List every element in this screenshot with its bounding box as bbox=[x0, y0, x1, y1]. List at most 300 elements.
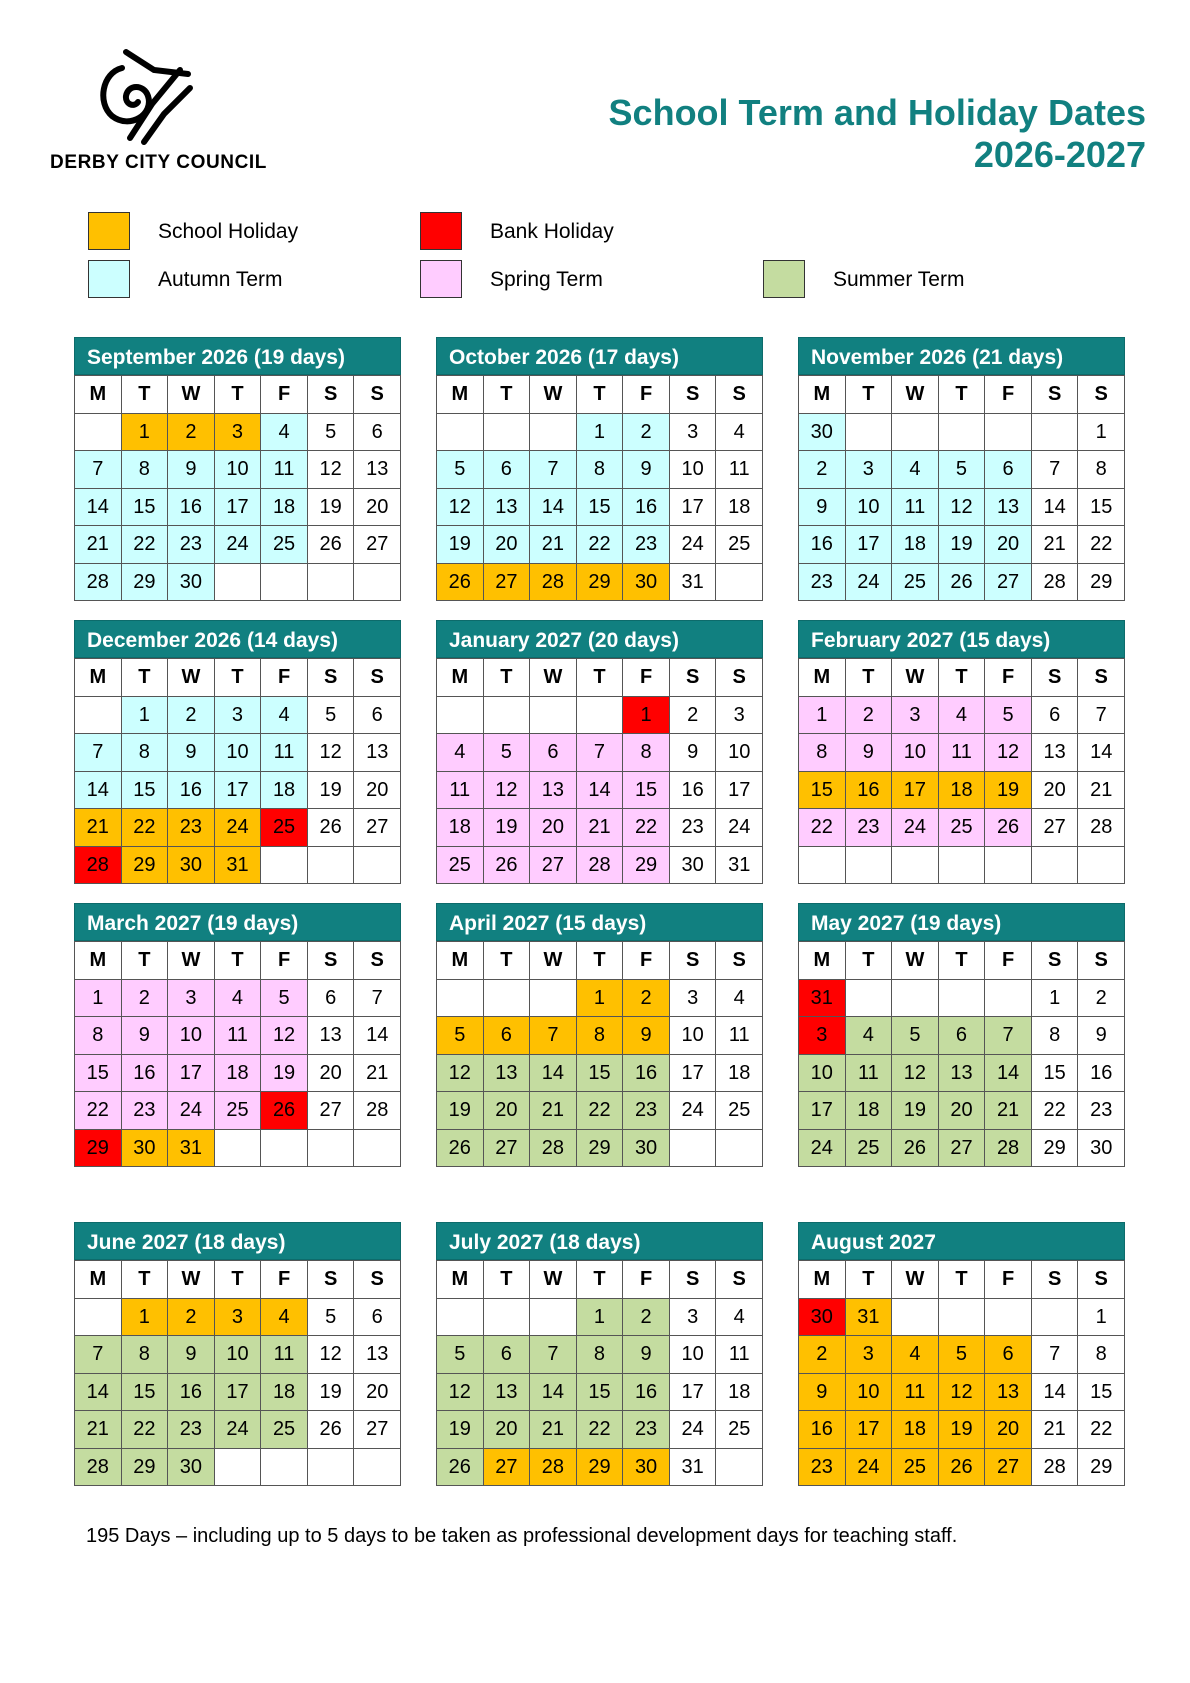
council-logo bbox=[50, 48, 270, 178]
weekday-header: S bbox=[308, 942, 355, 980]
day-cell: 11 bbox=[846, 1055, 893, 1093]
day-cell: 9 bbox=[623, 1336, 670, 1374]
day-cell: 13 bbox=[308, 1017, 355, 1055]
day-cell: 23 bbox=[168, 526, 215, 564]
empty-day-cell bbox=[484, 980, 531, 1018]
day-cell: 15 bbox=[577, 1055, 624, 1093]
empty-day-cell bbox=[75, 1299, 122, 1337]
day-cell: 2 bbox=[168, 697, 215, 735]
month-title: July 2027 (18 days) bbox=[436, 1222, 763, 1260]
day-cell: 29 bbox=[122, 564, 169, 602]
day-cell: 3 bbox=[799, 1017, 846, 1055]
day-cell: 12 bbox=[892, 1055, 939, 1093]
day-cell: 21 bbox=[577, 809, 624, 847]
day-cell: 20 bbox=[1032, 772, 1079, 810]
day-cell: 31 bbox=[799, 980, 846, 1018]
day-cell: 26 bbox=[261, 1092, 308, 1130]
day-cell: 22 bbox=[577, 1411, 624, 1449]
day-cell: 24 bbox=[670, 1092, 717, 1130]
legend-label: Spring Term bbox=[490, 268, 603, 291]
day-cell: 4 bbox=[716, 414, 763, 452]
day-cell: 7 bbox=[75, 451, 122, 489]
weekday-header: W bbox=[530, 659, 577, 697]
day-cell: 5 bbox=[892, 1017, 939, 1055]
day-cell: 10 bbox=[670, 451, 717, 489]
day-cell: 9 bbox=[168, 451, 215, 489]
day-cell: 13 bbox=[354, 734, 401, 772]
day-cell: 31 bbox=[168, 1130, 215, 1168]
day-cell: 1 bbox=[1078, 1299, 1125, 1337]
day-cell: 26 bbox=[308, 1411, 355, 1449]
day-cell: 15 bbox=[75, 1055, 122, 1093]
day-cell: 17 bbox=[215, 772, 262, 810]
day-cell: 3 bbox=[215, 1299, 262, 1337]
weekday-header: W bbox=[892, 1261, 939, 1299]
weekday-header: S bbox=[670, 942, 717, 980]
month-calendar bbox=[436, 903, 763, 1167]
day-cell: 10 bbox=[799, 1055, 846, 1093]
day-cell: 27 bbox=[308, 1092, 355, 1130]
weekday-header: F bbox=[985, 1261, 1032, 1299]
empty-day-cell bbox=[308, 1449, 355, 1487]
legend-label: Bank Holiday bbox=[490, 220, 614, 243]
weekday-header: T bbox=[122, 1261, 169, 1299]
day-cell: 9 bbox=[1078, 1017, 1125, 1055]
day-cell: 13 bbox=[484, 1374, 531, 1412]
day-cell: 4 bbox=[939, 697, 986, 735]
day-cell: 8 bbox=[577, 451, 624, 489]
empty-day-cell bbox=[892, 847, 939, 885]
day-cell: 30 bbox=[623, 564, 670, 602]
day-cell: 28 bbox=[530, 564, 577, 602]
weekday-header: W bbox=[892, 659, 939, 697]
day-cell: 9 bbox=[623, 1017, 670, 1055]
empty-day-cell bbox=[939, 980, 986, 1018]
day-cell: 14 bbox=[1078, 734, 1125, 772]
empty-day-cell bbox=[846, 414, 893, 452]
day-cell: 27 bbox=[484, 564, 531, 602]
weekday-header: S bbox=[354, 376, 401, 414]
weekday-header: S bbox=[1032, 376, 1079, 414]
day-cell: 22 bbox=[122, 526, 169, 564]
day-cell: 6 bbox=[484, 451, 531, 489]
day-cell: 7 bbox=[1032, 451, 1079, 489]
month-days-grid bbox=[798, 1260, 1125, 1486]
month-calendar bbox=[798, 337, 1125, 601]
empty-day-cell bbox=[354, 847, 401, 885]
day-cell: 7 bbox=[75, 734, 122, 772]
weekday-header: W bbox=[168, 1261, 215, 1299]
day-cell: 18 bbox=[437, 809, 484, 847]
day-cell: 7 bbox=[577, 734, 624, 772]
day-cell: 7 bbox=[354, 980, 401, 1018]
ram-logo-icon bbox=[92, 48, 202, 148]
day-cell: 11 bbox=[261, 451, 308, 489]
day-cell: 10 bbox=[215, 1336, 262, 1374]
day-cell: 30 bbox=[1078, 1130, 1125, 1168]
empty-day-cell bbox=[892, 414, 939, 452]
day-cell: 21 bbox=[530, 526, 577, 564]
day-cell: 25 bbox=[939, 809, 986, 847]
day-cell: 11 bbox=[716, 1017, 763, 1055]
day-cell: 28 bbox=[354, 1092, 401, 1130]
weekday-header: M bbox=[437, 659, 484, 697]
footnote: 195 Days – including up to 5 days to be taken as professional development days for teaching staff. bbox=[86, 1525, 958, 1547]
month-calendar bbox=[436, 620, 763, 884]
month-title: May 2027 (19 days) bbox=[798, 903, 1125, 941]
day-cell: 2 bbox=[799, 451, 846, 489]
day-cell: 13 bbox=[985, 1374, 1032, 1412]
day-cell: 9 bbox=[168, 734, 215, 772]
day-cell: 10 bbox=[670, 1336, 717, 1374]
weekday-header: T bbox=[122, 376, 169, 414]
weekday-header: S bbox=[1032, 659, 1079, 697]
day-cell: 2 bbox=[623, 1299, 670, 1337]
empty-day-cell bbox=[985, 980, 1032, 1018]
month-days-grid bbox=[436, 1260, 763, 1486]
empty-day-cell bbox=[670, 1130, 717, 1168]
day-cell: 7 bbox=[1032, 1336, 1079, 1374]
day-cell: 21 bbox=[530, 1092, 577, 1130]
day-cell: 14 bbox=[1032, 1374, 1079, 1412]
day-cell: 17 bbox=[670, 1055, 717, 1093]
weekday-header: W bbox=[168, 942, 215, 980]
title-line-2: 2026-2027 bbox=[973, 134, 1146, 175]
page-title bbox=[609, 92, 1146, 176]
day-cell: 25 bbox=[716, 526, 763, 564]
day-cell: 24 bbox=[215, 809, 262, 847]
day-cell: 20 bbox=[939, 1092, 986, 1130]
day-cell: 18 bbox=[261, 489, 308, 527]
day-cell: 3 bbox=[716, 697, 763, 735]
legend-label: Summer Term bbox=[833, 268, 965, 291]
day-cell: 12 bbox=[484, 772, 531, 810]
day-cell: 12 bbox=[437, 489, 484, 527]
empty-day-cell bbox=[215, 1130, 262, 1168]
month-days-grid bbox=[798, 941, 1125, 1167]
empty-day-cell bbox=[215, 1449, 262, 1487]
weekday-header: T bbox=[577, 942, 624, 980]
day-cell: 2 bbox=[168, 414, 215, 452]
day-cell: 7 bbox=[530, 1017, 577, 1055]
weekday-header: T bbox=[846, 942, 893, 980]
day-cell: 30 bbox=[122, 1130, 169, 1168]
legend-swatch bbox=[763, 260, 805, 298]
day-cell: 6 bbox=[985, 451, 1032, 489]
day-cell: 13 bbox=[530, 772, 577, 810]
empty-day-cell bbox=[846, 980, 893, 1018]
month-days-grid bbox=[74, 658, 401, 884]
day-cell: 19 bbox=[892, 1092, 939, 1130]
empty-day-cell bbox=[75, 414, 122, 452]
weekday-header: S bbox=[716, 1261, 763, 1299]
weekday-header: M bbox=[75, 1261, 122, 1299]
day-cell: 4 bbox=[437, 734, 484, 772]
weekday-header: S bbox=[1078, 659, 1125, 697]
day-cell: 30 bbox=[799, 1299, 846, 1337]
day-cell: 27 bbox=[484, 1449, 531, 1487]
weekday-header: T bbox=[846, 659, 893, 697]
weekday-header: S bbox=[670, 376, 717, 414]
day-cell: 4 bbox=[261, 1299, 308, 1337]
day-cell: 5 bbox=[939, 451, 986, 489]
day-cell: 11 bbox=[261, 1336, 308, 1374]
day-cell: 26 bbox=[308, 809, 355, 847]
day-cell: 22 bbox=[122, 1411, 169, 1449]
day-cell: 20 bbox=[354, 1374, 401, 1412]
day-cell: 20 bbox=[530, 809, 577, 847]
weekday-header: T bbox=[939, 659, 986, 697]
day-cell: 14 bbox=[354, 1017, 401, 1055]
day-cell: 15 bbox=[122, 489, 169, 527]
month-days-grid bbox=[74, 375, 401, 601]
day-cell: 11 bbox=[939, 734, 986, 772]
day-cell: 19 bbox=[261, 1055, 308, 1093]
weekday-header: F bbox=[623, 1261, 670, 1299]
legend-swatch bbox=[88, 260, 130, 298]
day-cell: 30 bbox=[168, 1449, 215, 1487]
day-cell: 27 bbox=[484, 1130, 531, 1168]
day-cell: 3 bbox=[215, 414, 262, 452]
day-cell: 29 bbox=[577, 564, 624, 602]
day-cell: 25 bbox=[716, 1411, 763, 1449]
day-cell: 5 bbox=[484, 734, 531, 772]
day-cell: 13 bbox=[939, 1055, 986, 1093]
day-cell: 3 bbox=[215, 697, 262, 735]
day-cell: 9 bbox=[623, 451, 670, 489]
day-cell: 1 bbox=[122, 1299, 169, 1337]
empty-day-cell bbox=[939, 1299, 986, 1337]
day-cell: 24 bbox=[215, 1411, 262, 1449]
weekday-header: S bbox=[1078, 376, 1125, 414]
day-cell: 20 bbox=[354, 489, 401, 527]
day-cell: 6 bbox=[530, 734, 577, 772]
day-cell: 10 bbox=[215, 451, 262, 489]
day-cell: 24 bbox=[846, 564, 893, 602]
day-cell: 7 bbox=[985, 1017, 1032, 1055]
day-cell: 4 bbox=[716, 1299, 763, 1337]
day-cell: 30 bbox=[670, 847, 717, 885]
day-cell: 13 bbox=[484, 1055, 531, 1093]
day-cell: 6 bbox=[354, 697, 401, 735]
day-cell: 14 bbox=[1032, 489, 1079, 527]
weekday-header: S bbox=[308, 659, 355, 697]
day-cell: 29 bbox=[577, 1130, 624, 1168]
weekday-header: W bbox=[530, 376, 577, 414]
day-cell: 19 bbox=[437, 1092, 484, 1130]
day-cell: 7 bbox=[75, 1336, 122, 1374]
day-cell: 25 bbox=[892, 1449, 939, 1487]
day-cell: 27 bbox=[354, 1411, 401, 1449]
day-cell: 12 bbox=[437, 1374, 484, 1412]
day-cell: 27 bbox=[1032, 809, 1079, 847]
day-cell: 28 bbox=[530, 1130, 577, 1168]
day-cell: 15 bbox=[577, 489, 624, 527]
weekday-header: M bbox=[799, 376, 846, 414]
day-cell: 9 bbox=[846, 734, 893, 772]
weekday-header: M bbox=[799, 659, 846, 697]
empty-day-cell bbox=[892, 1299, 939, 1337]
weekday-header: M bbox=[799, 942, 846, 980]
day-cell: 18 bbox=[716, 1374, 763, 1412]
day-cell: 10 bbox=[168, 1017, 215, 1055]
empty-day-cell bbox=[261, 564, 308, 602]
day-cell: 14 bbox=[530, 1374, 577, 1412]
day-cell: 3 bbox=[670, 980, 717, 1018]
day-cell: 26 bbox=[484, 847, 531, 885]
day-cell: 18 bbox=[939, 772, 986, 810]
empty-day-cell bbox=[985, 847, 1032, 885]
day-cell: 18 bbox=[846, 1092, 893, 1130]
day-cell: 22 bbox=[623, 809, 670, 847]
day-cell: 18 bbox=[892, 526, 939, 564]
empty-day-cell bbox=[437, 697, 484, 735]
empty-day-cell bbox=[261, 1130, 308, 1168]
weekday-header: S bbox=[670, 659, 717, 697]
empty-day-cell bbox=[1032, 847, 1079, 885]
weekday-header: F bbox=[261, 1261, 308, 1299]
day-cell: 9 bbox=[670, 734, 717, 772]
day-cell: 21 bbox=[75, 1411, 122, 1449]
empty-day-cell bbox=[799, 847, 846, 885]
day-cell: 9 bbox=[799, 489, 846, 527]
day-cell: 4 bbox=[892, 451, 939, 489]
weekday-header: S bbox=[308, 376, 355, 414]
day-cell: 10 bbox=[215, 734, 262, 772]
empty-day-cell bbox=[354, 564, 401, 602]
empty-day-cell bbox=[1032, 1299, 1079, 1337]
day-cell: 26 bbox=[437, 564, 484, 602]
day-cell: 6 bbox=[484, 1017, 531, 1055]
day-cell: 23 bbox=[122, 1092, 169, 1130]
empty-day-cell bbox=[308, 564, 355, 602]
day-cell: 4 bbox=[716, 980, 763, 1018]
month-days-grid bbox=[798, 658, 1125, 884]
day-cell: 24 bbox=[892, 809, 939, 847]
weekday-header: W bbox=[892, 942, 939, 980]
day-cell: 15 bbox=[122, 1374, 169, 1412]
day-cell: 12 bbox=[939, 489, 986, 527]
day-cell: 5 bbox=[261, 980, 308, 1018]
empty-day-cell bbox=[354, 1449, 401, 1487]
day-cell: 23 bbox=[799, 564, 846, 602]
day-cell: 23 bbox=[623, 526, 670, 564]
day-cell: 24 bbox=[670, 1411, 717, 1449]
day-cell: 19 bbox=[939, 1411, 986, 1449]
weekday-header: T bbox=[846, 376, 893, 414]
weekday-header: F bbox=[261, 376, 308, 414]
day-cell: 10 bbox=[846, 489, 893, 527]
day-cell: 12 bbox=[308, 734, 355, 772]
day-cell: 21 bbox=[75, 526, 122, 564]
month-title: June 2027 (18 days) bbox=[74, 1222, 401, 1260]
weekday-header: F bbox=[623, 376, 670, 414]
empty-day-cell bbox=[577, 697, 624, 735]
day-cell: 26 bbox=[939, 1449, 986, 1487]
empty-day-cell bbox=[985, 414, 1032, 452]
day-cell: 5 bbox=[939, 1336, 986, 1374]
day-cell: 1 bbox=[75, 980, 122, 1018]
weekday-header: T bbox=[484, 659, 531, 697]
day-cell: 17 bbox=[799, 1092, 846, 1130]
weekday-header: T bbox=[846, 1261, 893, 1299]
day-cell: 23 bbox=[623, 1411, 670, 1449]
weekday-header: M bbox=[799, 1261, 846, 1299]
weekday-header: M bbox=[437, 376, 484, 414]
weekday-header: S bbox=[1078, 1261, 1125, 1299]
day-cell: 1 bbox=[1032, 980, 1079, 1018]
empty-day-cell bbox=[716, 1449, 763, 1487]
weekday-header: S bbox=[308, 1261, 355, 1299]
day-cell: 2 bbox=[623, 980, 670, 1018]
weekday-header: S bbox=[1032, 942, 1079, 980]
day-cell: 1 bbox=[799, 697, 846, 735]
day-cell: 3 bbox=[670, 414, 717, 452]
day-cell: 31 bbox=[215, 847, 262, 885]
day-cell: 16 bbox=[122, 1055, 169, 1093]
day-cell: 12 bbox=[261, 1017, 308, 1055]
day-cell: 26 bbox=[892, 1130, 939, 1168]
day-cell: 8 bbox=[623, 734, 670, 772]
legend-swatch bbox=[420, 212, 462, 250]
day-cell: 24 bbox=[799, 1130, 846, 1168]
day-cell: 12 bbox=[985, 734, 1032, 772]
day-cell: 6 bbox=[354, 1299, 401, 1337]
day-cell: 22 bbox=[122, 809, 169, 847]
day-cell: 6 bbox=[939, 1017, 986, 1055]
weekday-header: M bbox=[75, 376, 122, 414]
day-cell: 18 bbox=[716, 489, 763, 527]
weekday-header: T bbox=[122, 659, 169, 697]
day-cell: 27 bbox=[530, 847, 577, 885]
month-days-grid bbox=[798, 375, 1125, 601]
day-cell: 31 bbox=[846, 1299, 893, 1337]
weekday-header: S bbox=[716, 659, 763, 697]
day-cell: 21 bbox=[1032, 1411, 1079, 1449]
day-cell: 29 bbox=[623, 847, 670, 885]
empty-day-cell bbox=[437, 414, 484, 452]
day-cell: 1 bbox=[577, 1299, 624, 1337]
empty-day-cell bbox=[354, 1130, 401, 1168]
day-cell: 12 bbox=[308, 451, 355, 489]
weekday-header: T bbox=[939, 1261, 986, 1299]
weekday-header: T bbox=[215, 1261, 262, 1299]
day-cell: 26 bbox=[939, 564, 986, 602]
weekday-header: F bbox=[623, 942, 670, 980]
day-cell: 2 bbox=[623, 414, 670, 452]
day-cell: 6 bbox=[354, 414, 401, 452]
empty-day-cell bbox=[484, 414, 531, 452]
day-cell: 29 bbox=[1032, 1130, 1079, 1168]
empty-day-cell bbox=[484, 1299, 531, 1337]
day-cell: 8 bbox=[122, 1336, 169, 1374]
day-cell: 11 bbox=[716, 451, 763, 489]
day-cell: 26 bbox=[985, 809, 1032, 847]
day-cell: 1 bbox=[577, 980, 624, 1018]
day-cell: 11 bbox=[437, 772, 484, 810]
day-cell: 4 bbox=[846, 1017, 893, 1055]
weekday-header: F bbox=[985, 376, 1032, 414]
day-cell: 21 bbox=[985, 1092, 1032, 1130]
day-cell: 17 bbox=[670, 1374, 717, 1412]
month-calendar bbox=[798, 1222, 1125, 1486]
day-cell: 23 bbox=[846, 809, 893, 847]
day-cell: 30 bbox=[168, 564, 215, 602]
day-cell: 28 bbox=[75, 564, 122, 602]
empty-day-cell bbox=[308, 1130, 355, 1168]
day-cell: 13 bbox=[484, 489, 531, 527]
day-cell: 3 bbox=[846, 451, 893, 489]
